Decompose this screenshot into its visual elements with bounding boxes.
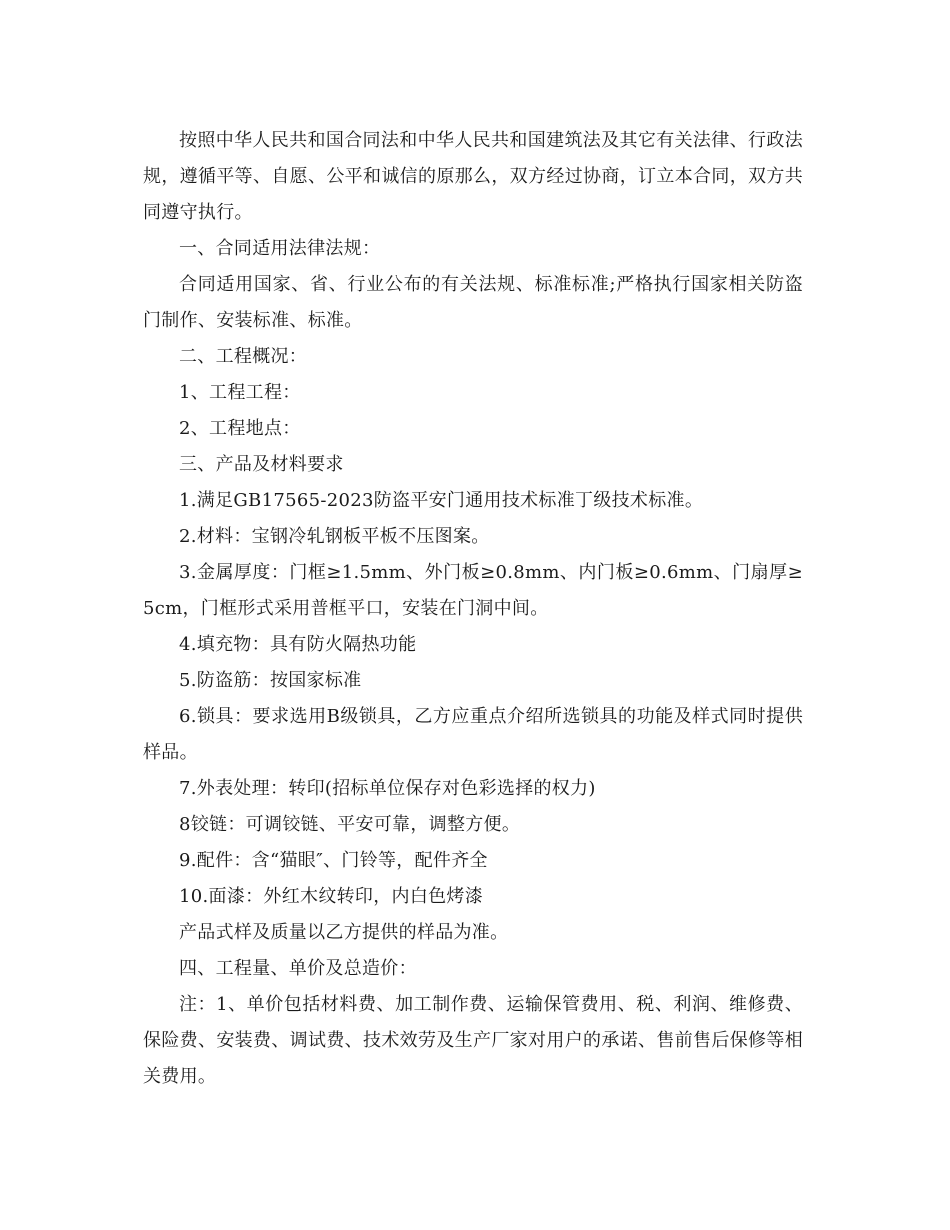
requirement-item-8: 8铰链：可调铰链、平安可靠，调整方便。 xyxy=(179,814,521,835)
price-note-paragraph: 注：1、单价包括材料费、加工制作费、运输保管费用、税、利润、维修费、保险费、安装费、调试费、技术效劳及生产厂家对用户的承诺、售前售后保修等相关费用。 xyxy=(143,994,803,1087)
requirement-item-1: 1.满足GB17565-2023防盗平安门通用技术标准丁级技术标准。 xyxy=(179,490,704,511)
requirement-item-3: 3.金属厚度：门框≥1.5mm、外门板≥0.8mm、内门板≥0.6mm、门扇厚≥5cm，门框形式采用普框平口，安装在门洞中间。 xyxy=(143,562,803,619)
section-2-heading: 二、工程概况： xyxy=(179,346,308,367)
requirement-item-2: 2.材料：宝钢冷轧钢板平板不压图案。 xyxy=(179,526,490,547)
requirement-item-9: 9.配件：含“猫眼″、门铃等，配件齐全 xyxy=(179,850,488,871)
document-page xyxy=(143,123,803,1095)
section-3-heading: 三、产品及材料要求 xyxy=(179,454,344,475)
requirement-item-4: 4.填充物：具有防火隔热功能 xyxy=(179,634,417,655)
section-1-text: 合同适用国家、省、行业公布的有关法规、标准标准;严格执行国家相关防盗门制作、安装标准、标准。 xyxy=(143,274,803,331)
section-4-heading: 四、工程量、单价及总造价： xyxy=(179,958,417,979)
sample-standard-line: 产品式样及质量以乙方提供的样品为准。 xyxy=(179,922,509,943)
requirement-item-6: 6.锁具：要求选用B级锁具，乙方应重点介绍所选锁具的功能及样式同时提供样品。 xyxy=(143,706,803,763)
requirement-item-5: 5.防盗筋：按国家标准 xyxy=(179,670,362,691)
intro-paragraph: 按照中华人民共和国合同法和中华人民共和国建筑法及其它有关法律、行政法规，遵循平等、自愿、公平和诚信的原那么，双方经过协商，订立本合同，双方共同遵守执行。 xyxy=(143,130,803,223)
section-1-heading: 一、合同适用法律法规： xyxy=(179,238,381,259)
requirement-item-10: 10.面漆：外红木纹转印，内白色烤漆 xyxy=(179,886,484,907)
project-name-line: 1、工程工程： xyxy=(179,382,301,403)
requirement-item-7: 7.外表处理：转印(招标单位保存对色彩选择的权力) xyxy=(179,778,596,799)
project-location-line: 2、工程地点： xyxy=(179,418,301,439)
